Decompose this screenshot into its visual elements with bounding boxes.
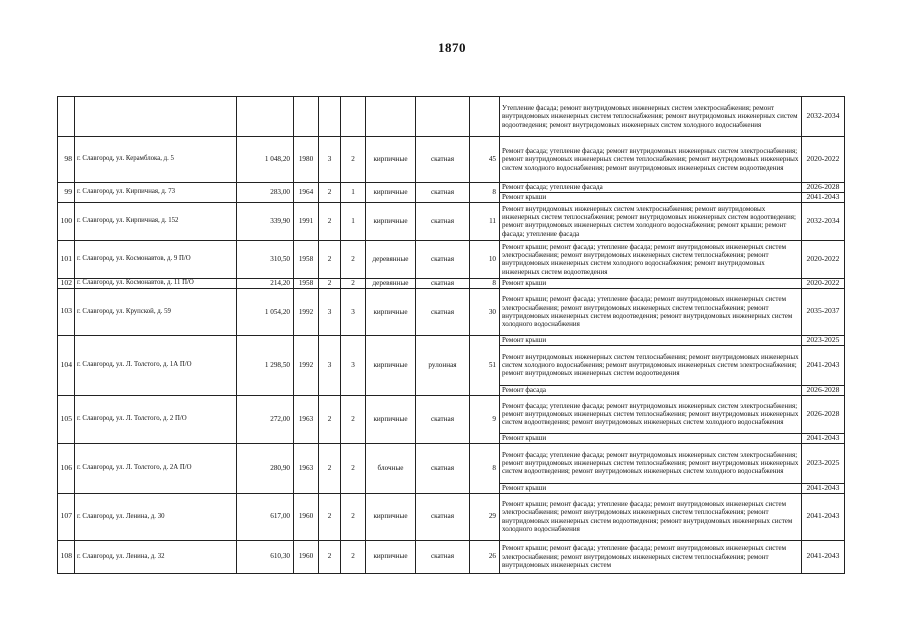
capital-repair-table [57,96,845,574]
row-apartments: 8 [470,278,500,288]
row-floors: 2 [319,278,341,288]
row-apartments: 45 [470,137,500,183]
row-work-period: 2023-2025 [802,443,845,483]
row-area: 339,90 [237,202,294,240]
row-walls: кирпичные [366,540,416,573]
row-number: 104 [58,335,75,395]
row-work-description: Ремонт крыши; ремонт фасада; утепление фасада; ремонт внутридомовых инженерных систем электроснабжения; ремонт внутридомовых инженерных систем теплоснабжения; ремонт внутридомовых инженерных систем холодного водоснабжения; ремонт внутридомовых инженерных систем водоотведения [500,240,802,278]
row-work-period: 2026-2028 [802,385,845,395]
row-year: 1980 [294,137,319,183]
row-walls [366,97,416,137]
row-walls: кирпичные [366,137,416,183]
row-roof: скатная [416,540,470,573]
row-walls: кирпичные [366,335,416,395]
row-roof: скатная [416,288,470,335]
row-work-period: 2032-2034 [802,202,845,240]
row-address: г. Славгород, ул. Крупской, д. 59 [75,288,237,335]
row-area: 610,30 [237,540,294,573]
row-apartments: 10 [470,240,500,278]
row-work-description: Ремонт крыши [500,433,802,443]
row-floors: 3 [319,335,341,395]
row-apartments: 8 [470,183,500,203]
row-year: 1964 [294,183,319,203]
row-area: 272,00 [237,395,294,443]
row-address: г. Славгород, ул. Кирпичная, д. 152 [75,202,237,240]
row-work-period: 2020-2022 [802,278,845,288]
row-number: 106 [58,443,75,493]
row-apartments: 9 [470,395,500,443]
row-roof [416,97,470,137]
table-body [58,97,845,574]
row-entrances: 1 [341,183,366,203]
row-address: г. Славгород, ул. Керамблока, д. 5 [75,137,237,183]
row-work-period: 2020-2022 [802,240,845,278]
row-area: 1 298,50 [237,335,294,395]
row-work-description: Ремонт фасада; утепление фасада; ремонт внутридомовых инженерных систем электроснабжения; ремонт внутридомовых инженерных систем теплоснабжения; ремонт внутридомовых инженерных систем водоотведения; ремонт внутридомовых инженерных систем холодного водоснабжения [500,443,802,483]
row-entrances: 3 [341,335,366,395]
row-work-description: Ремонт фасада; утепление фасада [500,183,802,193]
row-year: 1958 [294,278,319,288]
row-area [237,97,294,137]
row-number [58,97,75,137]
row-address [75,97,237,137]
row-roof: скатная [416,137,470,183]
row-apartments: 11 [470,202,500,240]
row-number: 100 [58,202,75,240]
row-work-description: Ремонт крыши [500,192,802,202]
row-floors: 2 [319,540,341,573]
row-work-description: Ремонт крыши [500,335,802,345]
row-work-description: Ремонт крыши [500,483,802,493]
row-address: г. Славгород, ул. Кирпичная, д. 73 [75,183,237,203]
row-roof: скатная [416,395,470,443]
row-apartments: 51 [470,335,500,395]
row-number: 108 [58,540,75,573]
row-area: 283,00 [237,183,294,203]
row-entrances: 3 [341,288,366,335]
row-area: 1 054,20 [237,288,294,335]
row-apartments: 8 [470,443,500,493]
table-row [58,202,845,240]
row-work-description: Ремонт фасада [500,385,802,395]
row-walls: кирпичные [366,183,416,203]
row-apartments: 30 [470,288,500,335]
row-floors [319,97,341,137]
row-work-period: 2041-2043 [802,433,845,443]
row-roof: скатная [416,202,470,240]
row-area: 617,00 [237,493,294,540]
row-entrances: 2 [341,278,366,288]
row-number: 102 [58,278,75,288]
row-area: 214,20 [237,278,294,288]
row-entrances [341,97,366,137]
row-area: 1 048,20 [237,137,294,183]
row-work-description: Ремонт внутридомовых инженерных систем теплоснабжения; ремонт внутридомовых инженерных систем холодного водоснабжения; ремонт внутридомовых инженерных систем электроснабжения; ремонт внутридомовых инженерных систем водоотведения [500,345,802,385]
table-row [58,278,845,288]
row-walls: деревянные [366,278,416,288]
row-entrances: 2 [341,240,366,278]
row-year: 1958 [294,240,319,278]
row-roof: скатная [416,240,470,278]
row-work-description: Ремонт крыши; ремонт фасада; утепление фасада; ремонт внутридомовых инженерных систем электроснабжения; ремонт внутридомовых инженерных систем теплоснабжения; ремонт внутридомовых инженерных систем [500,540,802,573]
row-area: 310,50 [237,240,294,278]
row-floors: 2 [319,240,341,278]
row-work-period: 2041-2043 [802,540,845,573]
row-entrances: 2 [341,395,366,443]
row-number: 105 [58,395,75,443]
row-floors: 2 [319,443,341,493]
row-floors: 2 [319,183,341,203]
row-entrances: 2 [341,540,366,573]
row-walls: блочные [366,443,416,493]
row-address: г. Славгород, ул. Космонавтов, д. 9 П/О [75,240,237,278]
row-address: г. Славгород, ул. Л. Толстого, д. 1А П/О [75,335,237,395]
row-work-description: Ремонт крыши; ремонт фасада; утепление фасада; ремонт внутридомовых инженерных систем электроснабжения; ремонт внутридомовых инженерных систем теплоснабжения; ремонт внутридомовых инженерных систем водоотведения; ремонт внутридомовых инженерных систем холодного водоснабжения [500,493,802,540]
row-entrances: 1 [341,202,366,240]
row-number: 103 [58,288,75,335]
row-address: г. Славгород, ул. Ленина, д. 30 [75,493,237,540]
row-floors: 2 [319,202,341,240]
row-walls: кирпичные [366,202,416,240]
row-work-period: 2026-2028 [802,183,845,193]
row-year: 1960 [294,540,319,573]
table-row [58,395,845,433]
row-number: 101 [58,240,75,278]
row-work-period: 2041-2043 [802,345,845,385]
row-roof: рулонная [416,335,470,395]
row-work-description: Ремонт внутридомовых инженерных систем электроснабжения; ремонт внутридомовых инженерных систем теплоснабжения; ремонт внутридомовых инженерных систем водоотведения; ремонт внутридомовых инженерных систем холодного водоснабжения; ремонт крыши; ремонт фасада; утепление фасада [500,202,802,240]
row-work-description: Ремонт фасада; утепление фасада; ремонт внутридомовых инженерных систем электроснабжения; ремонт внутридомовых инженерных систем теплоснабжения; ремонт внутридомовых инженерных систем водоотведения; ремонт внутридомовых инженерных систем холодного водоснабжения [500,395,802,433]
row-area: 280,90 [237,443,294,493]
row-walls: кирпичные [366,288,416,335]
table-row [58,97,845,137]
table-row [58,335,845,345]
row-address: г. Славгород, ул. Космонавтов, д. 11 П/О [75,278,237,288]
table-row [58,540,845,573]
row-floors: 3 [319,137,341,183]
row-work-period: 2035-2037 [802,288,845,335]
table-row [58,443,845,483]
row-work-period: 2020-2022 [802,137,845,183]
row-floors: 2 [319,395,341,443]
row-work-period: 2041-2043 [802,483,845,493]
row-roof: скатная [416,443,470,493]
row-walls: деревянные [366,240,416,278]
table-row [58,183,845,193]
table-row [58,493,845,540]
row-apartments [470,97,500,137]
row-work-period: 2023-2025 [802,335,845,345]
row-number: 99 [58,183,75,203]
row-work-description: Ремонт крыши; ремонт фасада; утепление фасада; ремонт внутридомовых инженерных систем электроснабжения; ремонт внутридомовых инженерных систем теплоснабжения; ремонт внутридомовых инженерных систем водоотведения; ремонт внутридомовых инженерных систем холодного водоснабжения [500,288,802,335]
row-floors: 2 [319,493,341,540]
row-year: 1991 [294,202,319,240]
row-year: 1992 [294,335,319,395]
row-year: 1960 [294,493,319,540]
row-work-description: Ремонт крыши [500,278,802,288]
row-address: г. Славгород, ул. Л. Толстого, д. 2А П/О [75,443,237,493]
row-roof: скатная [416,493,470,540]
row-work-description: Утепление фасада; ремонт внутридомовых инженерных систем электроснабжения; ремонт внутридомовых инженерных систем теплоснабжения; ремонт внутридомовых инженерных систем водоотведения; ремонт внутридомовых инженерных систем холодного водоснабжения [500,97,802,137]
page-number: 1870 [438,40,466,55]
row-entrances: 2 [341,443,366,493]
row-entrances: 2 [341,493,366,540]
row-year [294,97,319,137]
table-row [58,288,845,335]
row-entrances: 2 [341,137,366,183]
row-work-period: 2032-2034 [802,97,845,137]
row-walls: кирпичные [366,395,416,443]
row-year: 1963 [294,443,319,493]
row-work-period: 2041-2043 [802,493,845,540]
row-roof: скатная [416,183,470,203]
row-work-period: 2026-2028 [802,395,845,433]
table-row [58,240,845,278]
row-address: г. Славгород, ул. Ленина, д. 32 [75,540,237,573]
row-apartments: 29 [470,493,500,540]
table-row [58,137,845,183]
row-number: 107 [58,493,75,540]
row-floors: 3 [319,288,341,335]
row-number: 98 [58,137,75,183]
row-year: 1992 [294,288,319,335]
row-apartments: 26 [470,540,500,573]
row-year: 1963 [294,395,319,443]
row-address: г. Славгород, ул. Л. Толстого, д. 2 П/О [75,395,237,443]
row-roof: скатная [416,278,470,288]
row-work-description: Ремонт фасада; утепление фасада; ремонт внутридомовых инженерных систем электроснабжения; ремонт внутридомовых инженерных систем теплоснабжения; ремонт внутридомовых инженерных систем холодного водоснабжения; ремонт внутридомовых инженерных систем водоотведения [500,137,802,183]
row-walls: кирпичные [366,493,416,540]
row-work-period: 2041-2043 [802,192,845,202]
